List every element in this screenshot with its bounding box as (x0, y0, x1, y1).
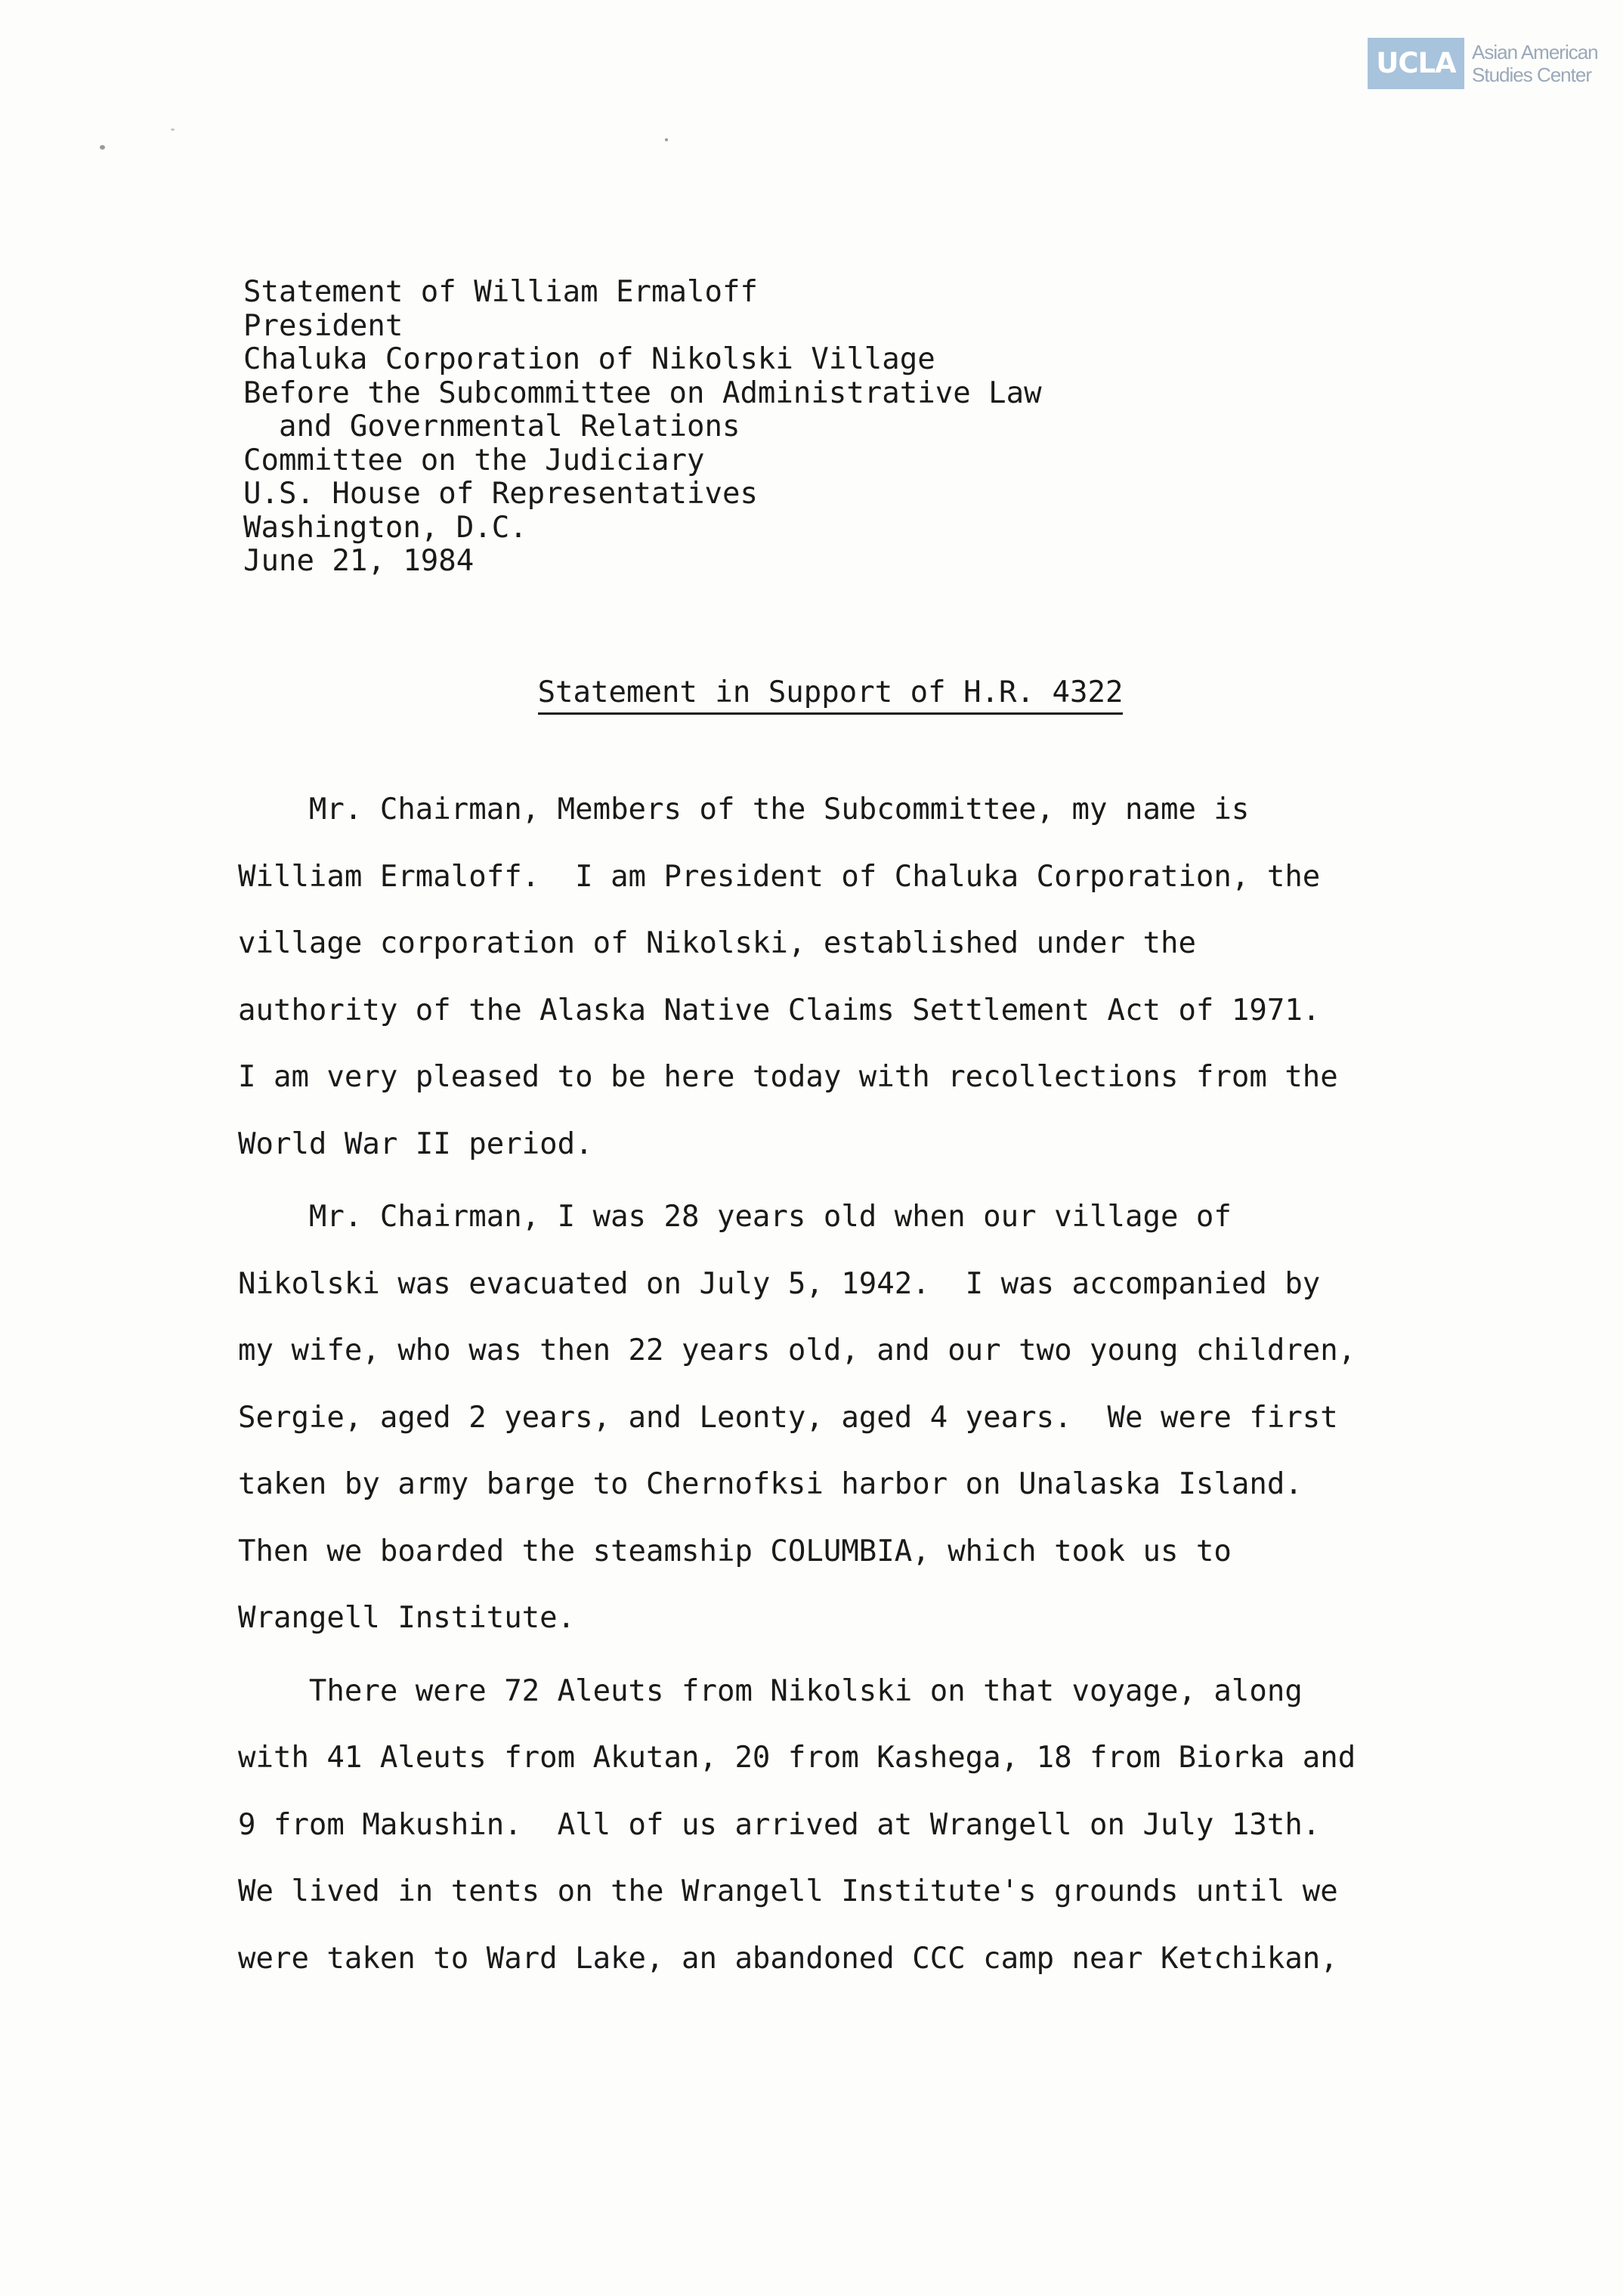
header-line: President (243, 308, 403, 343)
body-line: William Ermaloff. I am President of Chaluka Corporation, the (238, 859, 1321, 894)
scan-speck (100, 145, 105, 150)
body-line: Mr. Chairman, I was 28 years old when our village of (238, 1200, 1232, 1234)
header-line: and Governmental Relations (243, 409, 740, 443)
ucla-badge: UCLA (1368, 38, 1464, 89)
body-line: 9 from Makushin. All of us arrived at Wrangell on July 13th. (238, 1807, 1321, 1842)
header-line: U.S. House of Representatives (243, 477, 758, 511)
header-line: Washington, D.C. (243, 510, 527, 545)
scan-speck (665, 138, 668, 141)
header-line: Before the Subcommittee on Administrative Law (243, 375, 1042, 410)
body-line: World War II period. (238, 1126, 593, 1161)
body-line: village corporation of Nikolski, established under the (238, 926, 1196, 960)
body-line: Then we boarded the steamship COLUMBIA, which took us to (238, 1534, 1232, 1568)
header-line: Committee on the Judiciary (243, 443, 705, 477)
header-line: Chaluka Corporation of Nikolski Village (243, 342, 935, 376)
body-line: Nikolski was evacuated on July 5, 1942. I was accompanied by (238, 1266, 1321, 1301)
body-line: Sergie, aged 2 years, and Leonty, aged 4 years. We were first (238, 1400, 1338, 1435)
body-line: were taken to Ward Lake, an abandoned CCC camp near Ketchikan, (238, 1941, 1338, 1976)
body-line: Wrangell Institute. (238, 1601, 576, 1635)
body-line: with 41 Aleuts from Akutan, 20 from Kashega, 18 from Biorka and (238, 1741, 1356, 1775)
body-line: Mr. Chairman, Members of the Subcommittee, my name is (238, 793, 1250, 827)
logo-caption-line2: Studies Center (1472, 63, 1591, 86)
scan-speck (171, 128, 175, 131)
paragraph (238, 1658, 1485, 1993)
statement-title-text: Statement in Support of H.R. 4322 (538, 675, 1124, 715)
logo-caption-line1: Asian American (1472, 41, 1598, 63)
body-line: authority of the Alaska Native Claims Settlement Act of 1971. (238, 993, 1321, 1027)
paragraph (238, 777, 1485, 1178)
statement-header (243, 276, 1042, 579)
body-line: There were 72 Aleuts from Nikolski on that voyage, along (238, 1673, 1303, 1708)
logo-caption (1472, 41, 1615, 86)
header-line: Statement of William Ermaloff (243, 275, 758, 309)
paragraph (238, 1184, 1485, 1652)
body-line: taken by army barge to Chernofksi harbor on Unalaska Island. (238, 1467, 1303, 1501)
header-line: June 21, 1984 (243, 544, 475, 578)
body-line: We lived in tents on the Wrangell Institute's grounds until we (238, 1874, 1338, 1908)
statement-title (0, 675, 1623, 715)
body-line: I am very pleased to be here today with recollections from the (238, 1060, 1338, 1094)
body-line: my wife, who was then 22 years old, and our two young children, (238, 1333, 1356, 1367)
statement-body (238, 777, 1485, 1992)
ucla-logo (1368, 38, 1609, 89)
